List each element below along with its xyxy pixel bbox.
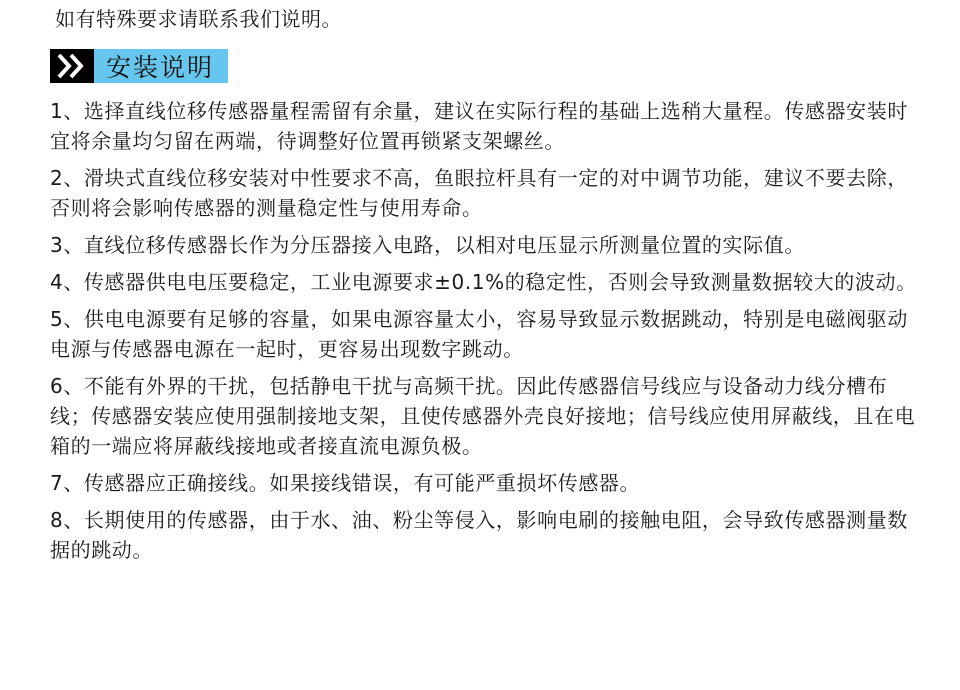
- double-chevron-right-icon: [50, 49, 94, 83]
- list-item: 4、传感器供电电压要稳定，工业电源要求±0.1%的稳定性，否则会导致测量数据较大的波动。: [50, 270, 917, 294]
- list-item: 8、长期使用的传感器，由于水、油、粉尘等侵入，影响电刷的接触电阻，会导致传感器测量数据的跳动。: [50, 508, 908, 562]
- list-item: 1、选择直线位移传感器量程需留有余量，建议在实际行程的基础上选稍大量程。传感器安装时宜将余量均匀留在两端，待调整好位置再锁紧支架螺丝。: [50, 99, 908, 153]
- section-title: 安装说明: [94, 49, 228, 83]
- section-header: [50, 49, 228, 83]
- list-item: 7、传感器应正确接线。如果接线错误，有可能严重损坏传感器。: [50, 471, 641, 495]
- list-item: 3、直线位移传感器长作为分压器接入电路，以相对电压显示所测量位置的实际值。: [50, 233, 805, 257]
- instruction-list: [50, 96, 920, 572]
- list-item: 2、滑块式直线位移安装对中性要求不高，鱼眼拉杆具有一定的对中调节功能，建议不要去除，否则将会影响传感器的测量稳定性与使用寿命。: [50, 166, 908, 220]
- intro-text: 如有特殊要求请联系我们说明。: [55, 7, 342, 31]
- list-item: 5、供电电源要有足够的容量，如果电源容量太小，容易导致显示数据跳动，特别是电磁阀驱动电源与传感器电源在一起时，更容易出现数字跳动。: [50, 307, 908, 361]
- list-item: 6、不能有外界的干扰，包括静电干扰与高频干扰。因此传感器信号线应与设备动力线分槽布线；传感器安装应使用强制接地支架，且使传感器外壳良好接地；信号线应使用屏蔽线，且在电箱的一端应将屏蔽线接地或者接直流电源负极。: [50, 374, 916, 458]
